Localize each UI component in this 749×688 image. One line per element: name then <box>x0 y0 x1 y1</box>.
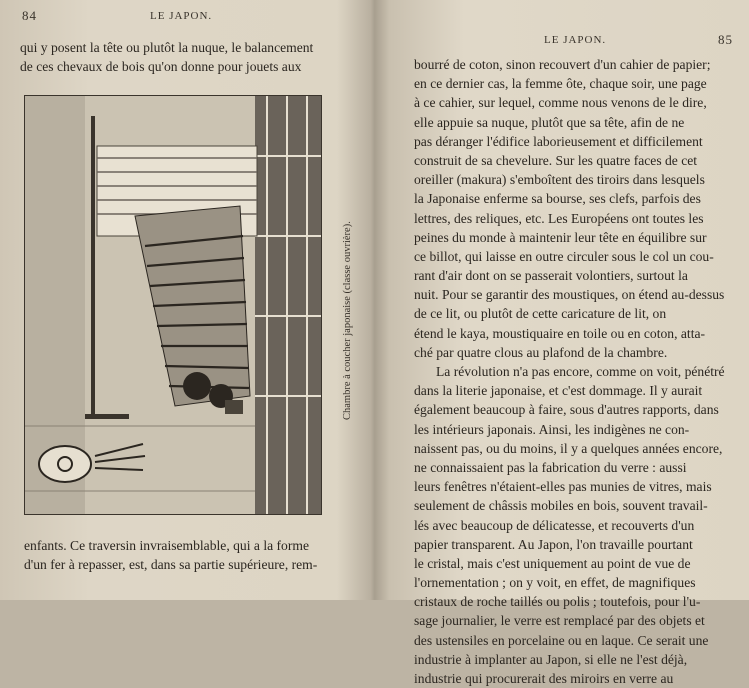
text-line: industrie qui procurerait des miroirs en verre au <box>414 671 674 686</box>
text-line: la Japonaise enferme sa bourse, ses clefs, parfois des <box>414 191 701 207</box>
text-line: papier transparent. Au Japon, l'on travaille pourtant <box>414 536 693 552</box>
figure-caption <box>328 200 353 420</box>
text-line: de ces chevaux de bois qu'on donne pour jouets aux <box>20 59 302 75</box>
left-bottom-text <box>24 536 356 574</box>
text-line: sage journalier, le verre est remplacé par des objets et <box>414 613 705 629</box>
text-line: oreiller (makura) s'emboîtent des tiroirs dans lesquels <box>414 172 705 188</box>
text-line: ché par quatre clous au plafond de la chambre. <box>414 344 668 360</box>
text-line: rant d'air dont on se passerait volontiers, surtout la <box>414 268 688 284</box>
left-page-number: 84 <box>22 8 37 23</box>
text-line: qui y posent la tête ou plutôt la nuque, le balancement <box>20 40 314 55</box>
left-page <box>0 0 372 600</box>
text-line: les intérieurs japonais. Ainsi, les indigènes ne con- <box>414 421 690 437</box>
figure-caption-text: Chambre à coucher japonaise (classe ouvrière). <box>342 221 353 420</box>
text-line: de ce lit, ou plutôt de cette caricature de lit, on <box>414 306 667 322</box>
left-top-text <box>20 38 352 76</box>
text-line: ne connaissaient pas la fabrication du verre : aussi <box>414 459 687 475</box>
text-line: cristaux de roche taillés ou polis ; toutefois, pour l'u- <box>414 594 701 610</box>
text-line: elle appuie sa nuque, plutôt que sa tête, afin de ne <box>414 114 685 130</box>
text-line: le cristal, mais c'est uniquement au point de vue de <box>414 555 691 571</box>
text-line: en ce dernier cas, la femme ôte, chaque soir, une page <box>414 76 707 92</box>
text-line: lés avec beaucoup de délicatesse, et recouverts d'un <box>414 517 695 533</box>
right-page <box>374 0 749 686</box>
text-line: seulement de châssis mobiles en bois, souvent travail- <box>414 498 708 514</box>
text-line: bourré de coton, sinon recouvert d'un cahier de papier; <box>414 57 711 72</box>
right-page-number: 85 <box>718 32 733 47</box>
text-line: nuit. Pour se garantir des moustiques, on étend au-dessus <box>414 287 725 303</box>
text-line: construit de sa chevelure. Sur les quatre faces de cet <box>414 152 698 168</box>
text-line: pas déranger l'édifice laborieusement et difficilement <box>414 133 703 149</box>
text-line: ce billot, qui laisse en outre circuler sous le col un cou- <box>414 248 714 264</box>
text-line: peines du monde à maintenir leur tête en équilibre sur <box>414 229 707 245</box>
text-line: à ce cahier, sur lequel, comme nous venons de le dire, <box>414 95 707 111</box>
text-line: La révolution n'a pas encore, comme on voit, pénétré <box>436 364 725 379</box>
text-line: l'ornementation ; on y voit, en effet, de magnifiques <box>414 575 696 591</box>
text-line: leurs fenêtres n'étaient-elles pas munies de vitres, mais <box>414 479 712 495</box>
text-line: dans la literie japonaise, et c'est dommage. Il y aurait <box>414 383 703 399</box>
text-line: enfants. Ce traversin invraisemblable, qui a la forme <box>24 538 309 553</box>
right-body-text <box>414 55 732 688</box>
text-line: lettres, des reliques, etc. Les Européens ont toutes les <box>414 210 704 226</box>
right-running-head: LE JAPON. <box>544 34 607 46</box>
text-line: des ustensiles en porcelaine ou en laque. Ce serait une <box>414 632 709 648</box>
text-line: étend le kaya, moustiquaire en toile ou en coton, atta- <box>414 325 706 341</box>
bedroom-engraving <box>24 95 322 515</box>
left-running-head: LE JAPON. <box>150 10 213 22</box>
text-line: naissent pas, ou du moins, il y a quelques années encore, <box>414 440 723 456</box>
text-line: industrie à implanter au Japon, si elle ne l'est déjà, <box>414 651 688 667</box>
text-line: d'un fer à repasser, est, dans sa partie supérieure, rem- <box>24 557 318 573</box>
text-line: également beaucoup à faire, sous d'autres rapports, dans <box>414 402 719 418</box>
